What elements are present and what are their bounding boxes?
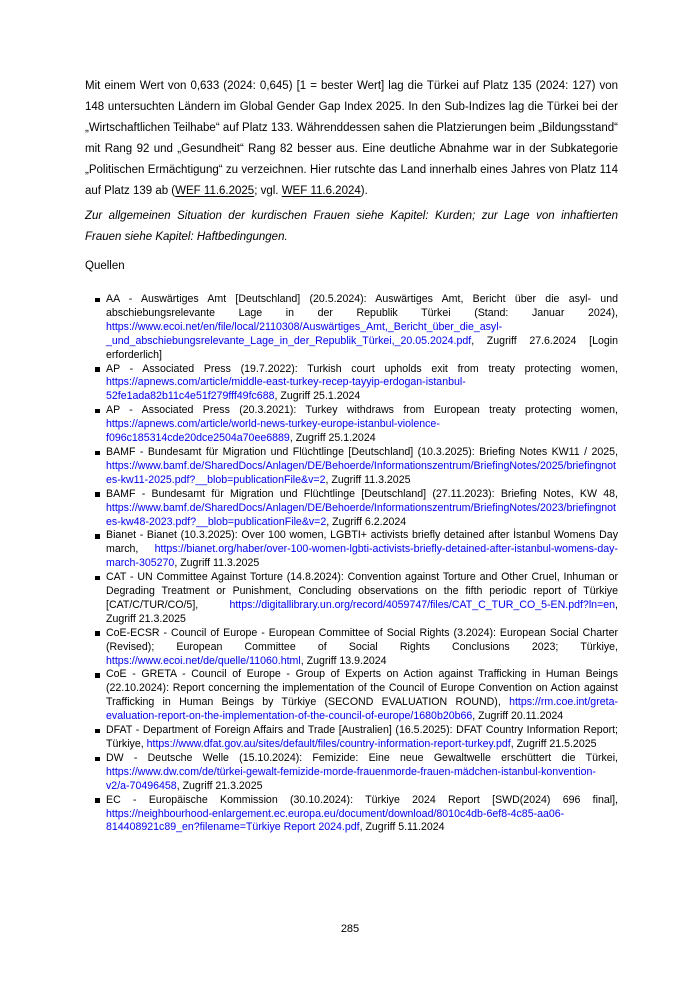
- text-run: EC - Europäische Kommission (30.10.2024): Türkiye 2024 Report [SWD(2024) 696 final],: [106, 793, 618, 806]
- source-item: [106, 668, 618, 724]
- source-item: [106, 724, 618, 752]
- text-run: ).: [360, 185, 368, 197]
- bullet-square-icon: [95, 631, 100, 636]
- source-item: [106, 363, 618, 405]
- text-run: AA - Auswärtiges Amt [Deutschland] (20.5.2024): Auswärtiges Amt, Bericht über die asyl- und abschiebungsrelevante Lage in der Republik Türkei (Stand: Januar 2024),: [106, 293, 618, 319]
- source-item: [106, 293, 618, 363]
- source-url-link[interactable]: https://digitallibrary.un.org/record/4059747/files/CAT_C_TUR_CO_5-EN.pdf?ln=en: [229, 598, 616, 611]
- intro-paragraph: [85, 76, 618, 202]
- sources-heading: Quellen: [85, 260, 125, 272]
- bullet-square-icon: [95, 451, 100, 456]
- source-item: [106, 752, 618, 794]
- page-content: [85, 76, 618, 835]
- source-item: [106, 446, 618, 488]
- text-run: , Zugriff 13.9.2024: [300, 654, 387, 667]
- bullet-square-icon: [95, 673, 100, 678]
- source-item: [106, 529, 618, 571]
- bullet-square-icon: [95, 729, 100, 734]
- text-run: , Zugriff 25.1.2024: [274, 390, 361, 403]
- bullet-square-icon: [95, 798, 100, 803]
- text-run: AP - Associated Press (20.3.2021): Turkey withdraws from European treaty protecting women,: [106, 404, 618, 417]
- wef-reference-link[interactable]: WEF 11.6.2025: [175, 185, 255, 197]
- text-run: , Zugriff 27.6.2024 [Login erforderlich]: [106, 334, 618, 361]
- source-url-link[interactable]: https://www.bamf.de/SharedDocs/Anlagen/DE/Behoerde/Informationszentrum/BriefingNotes/2025/briefingnotes-kw11-2025.pdf?__blob=publicationFile&v=2: [106, 459, 616, 486]
- source-url-link[interactable]: https://neighbourhood-enlargement.ec.europa.eu/document/download/8010c4db-6ef8-4c85-aa06-814408921c89_en?filename=Türkiye Report 2024.pdf: [106, 807, 565, 834]
- text-run: BAMF - Bundesamt für Migration und Flüchtlinge [Deutschland] (27.11.2023): Briefing Notes, KW 48,: [106, 487, 618, 500]
- source-url-link[interactable]: https://www.bamf.de/SharedDocs/Anlagen/DE/Behoerde/Informationszentrum/BriefingNotes/2023/briefingnotes-kw48-2023.pdf?__blob=publicationFile&v=2: [106, 501, 616, 528]
- bullet-square-icon: [95, 367, 100, 372]
- bullet-square-icon: [95, 576, 100, 581]
- bullet-square-icon: [95, 492, 100, 497]
- source-url-link[interactable]: https://apnews.com/article/world-news-turkey-europe-istanbul-violence-f096c185314cde20dce2504a70ee6889: [106, 418, 440, 445]
- text-run: CoE - GRETA - Council of Europe - Group of Experts on Action against Trafficking in Human Beings (22.10.2024): Report concerning the implementation of the Council of Europe Convention on Action against Trafficking in Human Beings by Türkiye (SECOND EVALUATION ROUND),: [106, 668, 618, 709]
- text-run: , Zugriff 11.3.2025: [174, 557, 260, 570]
- bullet-square-icon: [95, 534, 100, 539]
- source-url-link[interactable]: https://www.ecoi.net/de/quelle/11060.html: [106, 654, 301, 667]
- text-run: Mit einem Wert von 0,633 (2024: 0,645) [1 = bester Wert] lag die Türkei auf Platz 135 (2024: 127) von 148 untersuchten Ländern im Global Gender Gap Index 2025. In den Sub-Indizes lag die Türkei bei der „Wirtschaftlichen Teilhabe“ auf Platz 133. Währenddessen sahen die Platzierungen beim „Bildungsstand“ mit Rang 92 und „Gesundheit“ Rang 82 besser aus. Eine deutliche Abnahme war in der Subkategorie „Politischen Ermächtigung“ zu verzeichnen. Hier rutschte das Land innerhalb eines Jahres von Platz 114 auf Platz 139 ab (: [85, 80, 618, 197]
- text-run: ; vgl.: [254, 185, 282, 197]
- text-run: DFAT - Department of Foreign Affairs and Trade [Australien] (16.5.2025): DFAT Country Information Report; Türkiye,: [106, 724, 618, 750]
- text-run: , Zugriff 21.3.2025: [176, 779, 263, 792]
- text-run: DW - Deutsche Welle (15.10.2024): Femizide: Eine neue Gewaltwelle erschüttert die Türkei,: [106, 751, 618, 764]
- text-run: , Zugriff 5.11.2024: [359, 821, 445, 834]
- text-run: CoE-ECSR - Council of Europe - European Committee of Social Rights (3.2024): European Social Charter (Revised); European Committee of Social Rights Conclusions 2023; Türkiye,: [106, 626, 618, 653]
- source-item: [106, 404, 618, 446]
- source-url-link[interactable]: https://bianet.org/haber/over-100-women-lgbti-activists-briefly-detained-after-istanbul-womens-day-march-305270: [106, 543, 618, 570]
- bullet-square-icon: [95, 298, 100, 303]
- source-item: [106, 627, 618, 669]
- text-run: , Zugriff 11.3.2025: [325, 473, 411, 486]
- source-item: [106, 571, 618, 627]
- text-run: , Zugriff 20.11.2024: [472, 710, 564, 723]
- chapter-note: Zur allgemeinen Situation der kurdischen Frauen siehe Kapitel: Kurden; zur Lage von inhaftierten Frauen siehe Kapitel: Haftbedingungen.: [85, 210, 618, 243]
- text-run: , Zugriff 6.2.2024: [326, 515, 407, 528]
- sources-list: [85, 293, 618, 835]
- text-run: , Zugriff 25.1.2024: [289, 432, 376, 445]
- page-number: 285: [340, 923, 360, 935]
- source-url-link[interactable]: https://rm.coe.int/greta-evaluation-report-on-the-implementation-of-the-council-of-europe/1680b20b66: [106, 696, 618, 723]
- bullet-square-icon: [95, 409, 100, 414]
- source-item: [106, 794, 618, 836]
- bullet-square-icon: [95, 757, 100, 762]
- source-url-link[interactable]: https://www.dfat.gov.au/sites/default/files/country-information-report-turkey.pdf: [146, 738, 511, 750]
- source-item: [106, 488, 618, 530]
- wef-reference-link[interactable]: WEF 11.6.2024: [281, 185, 361, 197]
- text-run: BAMF - Bundesamt für Migration und Flüchtlinge [Deutschland] (10.3.2025): Briefing Notes KW11 / 2025,: [106, 445, 618, 458]
- source-url-link[interactable]: https://www.ecoi.net/en/file/local/2110308/Auswärtiges_Amt,_Bericht_über_die_asyl-_und_abschiebungsrelevante_Lage_in_der_Republik_Türkei,_20.05.2024.pdf: [106, 320, 503, 347]
- text-run: CAT - UN Committee Against Torture (14.8.2024): Convention against Torture and Other Cruel, Inhuman or Degrading Treatment or Punishment, Concluding observations on the fifth periodic report of Türkiye [CAT/C/TUR/CO/5],: [106, 571, 618, 611]
- text-run: , Zugriff 21.3.2025: [106, 598, 618, 625]
- source-url-link[interactable]: https://www.dw.com/de/türkei-gewalt-femizide-morde-frauenmorde-frauen-mädchen-istanbul-konvention-v2/a-70496458: [106, 765, 596, 792]
- text-run: Bianet - Bianet (10.3.2025): Over 100 women, LGBTI+ activists briefly detained after İstanbul Womens Day march,: [106, 529, 618, 556]
- text-run: AP - Associated Press (19.7.2022): Turkish court upholds exit from treaty protecting women,: [106, 362, 618, 375]
- text-run: , Zugriff 21.5.2025: [510, 738, 597, 750]
- source-url-link[interactable]: https://apnews.com/article/middle-east-turkey-recep-tayyip-erdogan-istanbul-52fe1ada82b11c4e51f279fff49fc688: [106, 376, 466, 403]
